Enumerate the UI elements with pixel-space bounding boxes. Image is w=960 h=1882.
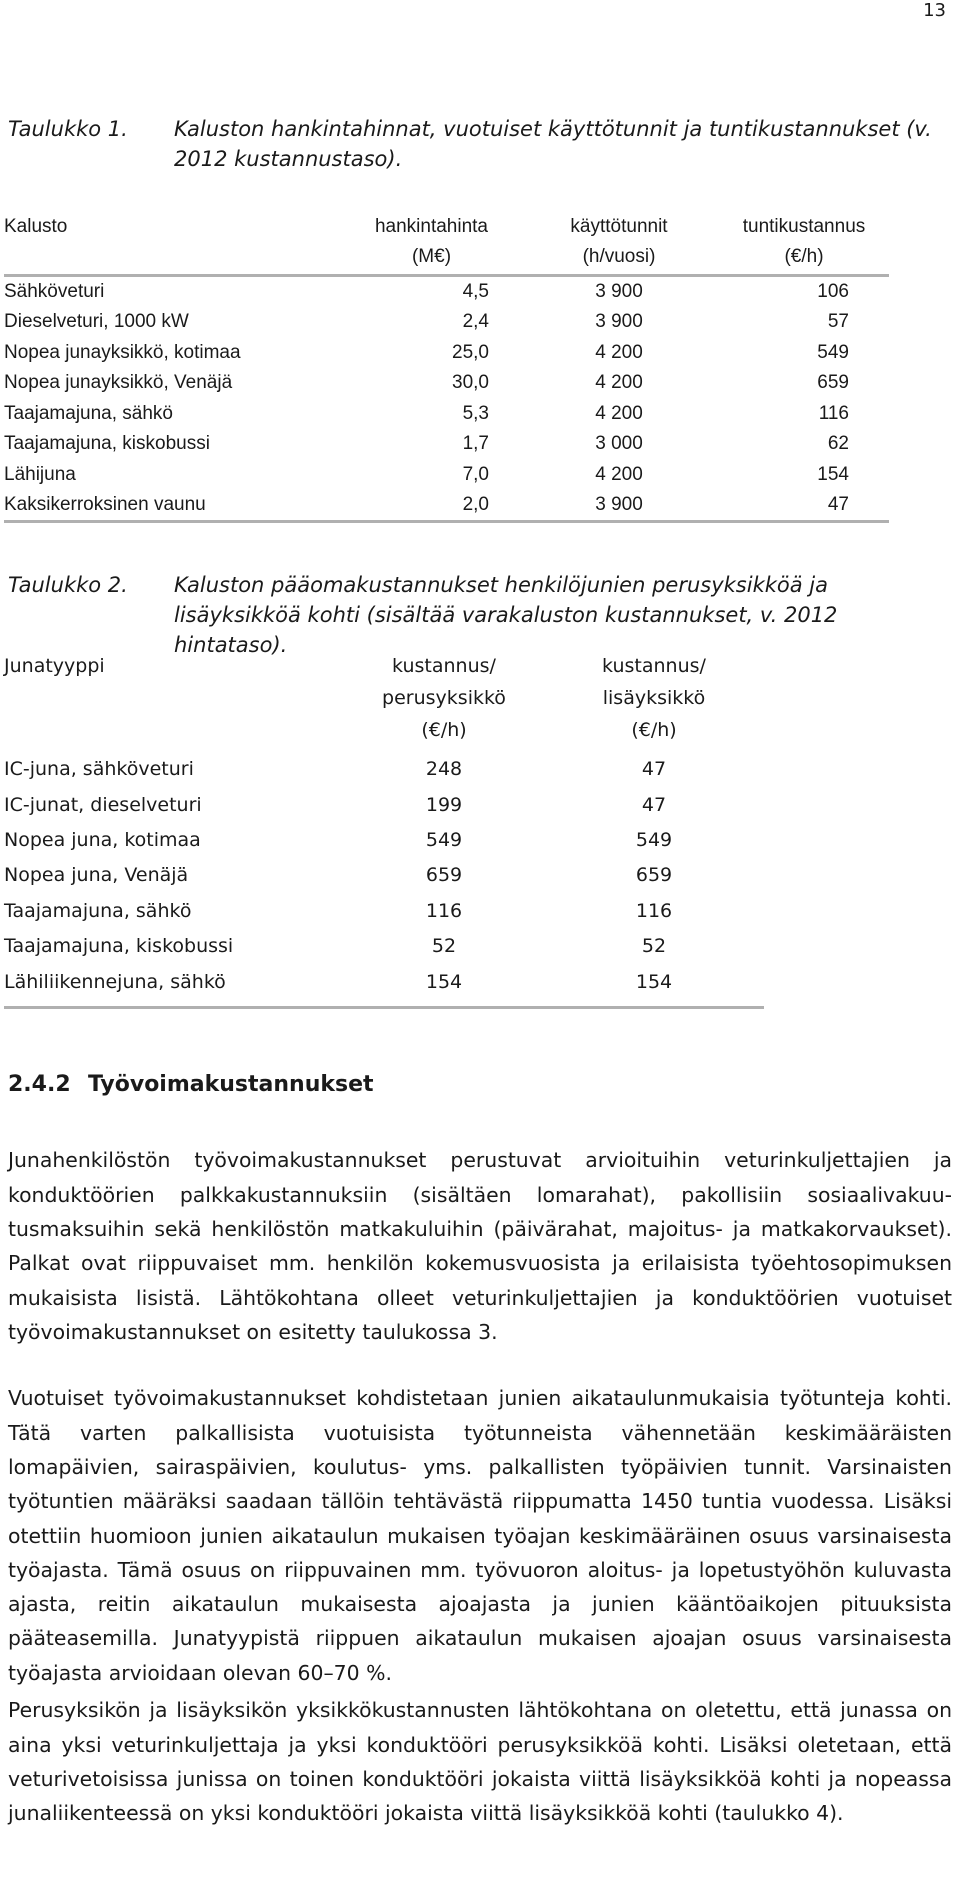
table1-cell-name: Dieselveturi, 1000 kW: [4, 311, 189, 333]
table1-cell-hourly: 57: [827, 311, 849, 333]
table2-caption-number: Taulukko 2.: [8, 573, 128, 597]
page-number: 13: [923, 0, 946, 21]
table1-header-hours-label: käyttötunnit: [570, 216, 668, 237]
table1-header-hourly-label: tuntikustannus: [742, 216, 866, 237]
table1-cell-hours: 3 900: [595, 494, 643, 515]
table-row: [4, 429, 889, 460]
table1-cell-price: 7,0: [462, 463, 489, 485]
table1-cell-name: Lähijuna: [4, 463, 76, 485]
table1-cell-hours: 4 200: [595, 341, 643, 363]
table2-cell-extra: 116: [635, 899, 673, 922]
table2-header-base-line2: perusyksikkö: [382, 687, 506, 709]
table1-cell-price: 2,0: [462, 494, 489, 515]
table1-caption-text: Kaluston hankintahinnat, vuotuiset käyttötunnit ja tuntikustannukset (v. 2012 kustannustaso).: [174, 117, 932, 171]
table-row: [4, 858, 764, 893]
table2-cell-base: 248: [425, 758, 463, 781]
table1: [4, 212, 889, 523]
table1-header-price-unit: (M€): [411, 246, 452, 267]
table1-header-hours: [519, 212, 719, 276]
table1-cell-name: Taajamajuna, kiskobussi: [4, 433, 210, 455]
table-row: [4, 752, 764, 787]
table1-header-hourly-unit: (€/h): [784, 246, 824, 267]
table1-cell-hourly: 47: [827, 494, 849, 515]
table-row: [4, 368, 889, 399]
table2-cell-name: Taajamajuna, sähkö: [4, 899, 192, 922]
body-paragraph: Vuotuiset työvoimakustannukset kohdistetaan junien aikataulunmukaisia työtunteja kohti. Tätä varten palkallisista vuotuisista työtunneista vähennetään keskimääräisten lomapäivien, sairaspäivien, koulutus- yms. palkallisten työpäivien tunnit. Varsinaisten työtuntien määräksi saadaan tällöin tehtävästä riippumatta 1450 tuntia vuodessa. Lisäksi otettiin huomioon junien aikataulun mukaisen työajan keskimääräinen osuus varsinaisesta työajasta. Tämä osuus on riippuvainen mm. työvuoron aloitus- ja lopetustyöhön kuluvasta ajasta, reitin aikataulun mukaisesta ajoajasta ja junien kääntöaikojen pituuksista pääteasemilla. Junatyypistä riippuen aikataulun mukaisen ajoajan osuus varsinaisesta työajasta arvioidaan olevan 60–70 %.: [8, 1386, 952, 1685]
table1-cell-hourly: 116: [818, 402, 849, 424]
table1-cell-price: 4,5: [462, 281, 489, 302]
table-row: [4, 787, 764, 822]
table-row: [4, 964, 764, 1007]
body-paragraph: Perusyksikön ja lisäyksikön yksikkökustannusten lähtökohtana on oletettu, että junassa on aina yksi veturinkuljettaja ja yksi konduktööri perusyksikköä kohti. Lisäksi oletetaan, että veturivetoisissa junissa on toinen konduktööri jokaista viittä lisäyksikköä kohti ja nopeassa junaliikenteessä on yksi konduktööri jokaista viittä lisäyksikköä kohti (taulukko 4).: [8, 1698, 952, 1826]
table1-header-hourly: [719, 212, 889, 276]
table-row: [4, 307, 889, 338]
table2-cell-base: 116: [425, 899, 463, 922]
table2-caption-text: Kaluston pääomakustannukset henkilöjunien perusyksikköä ja lisäyksikköä kohti (sisältää varakaluston kustannukset, v. 2012 hintataso).: [174, 573, 838, 657]
table2-cell-name: Lähiliikennejuna, sähkö: [4, 964, 344, 1007]
table2-cell-base: 52: [431, 935, 457, 958]
table1-cell-hourly: 154: [817, 463, 849, 485]
table1-cell-hourly: 106: [817, 281, 849, 302]
table2-header-row: [4, 650, 764, 752]
table2-cell-name: IC-juna, sähköveturi: [4, 758, 194, 781]
table2-header-extra-line2: lisäyksikkö: [602, 687, 706, 709]
table1-cell-price: 25,0: [452, 341, 489, 363]
table2-header-base-line1: kustannus/: [392, 655, 496, 677]
table2-cell-base: 154: [344, 964, 544, 1007]
body-paragraph: Junahenkilöstön työvoimakustannukset perustuvat arvioituihin veturinkuljettajien ja konduktöörien palkkakustannuksiin (sisältäen lomarahat), pakollisiin sosiaalivakuutusmaksuihin sekä henkilöstön matkakuluihin (päivärahat, majoitus- ja matkakorvaukset). Palkat ovat riippuvaiset mm. henkilön kokemusvuosista ja erilaisista työehtosopimuksen mukaisista lisistä. Lähtökohtana olleet veturinkuljettajien ja konduktöörien vuotuiset työvoimakustannukset on esitetty taulukossa 3.: [8, 1148, 952, 1344]
table1-cell-hours: 3 000: [595, 433, 643, 455]
table1-cell-name: Sähköveturi: [4, 281, 105, 302]
table1-header-kalusto: Kalusto: [4, 216, 68, 237]
table1-cell-hourly: 659: [817, 372, 849, 394]
table1-cell-price: 1,7: [462, 433, 489, 455]
table1-header-row: [4, 212, 889, 276]
table-row: [4, 894, 764, 929]
table2-cell-name: Taajamajuna, kiskobussi: [4, 935, 234, 958]
table1-cell-price: 2,4: [462, 311, 489, 333]
table1-cell-hours: 3 900: [595, 311, 643, 333]
table-row: [4, 823, 764, 858]
table1-cell-name: Nopea junayksikkö, kotimaa: [4, 341, 241, 363]
table1-header-price-label: hankintahinta: [374, 216, 489, 237]
section-heading: [8, 1070, 374, 1100]
table2-header-base-unit: (€/h): [421, 719, 467, 741]
table1-cell-hourly: 62: [827, 433, 849, 455]
table2-header-extra-unit: (€/h): [631, 719, 677, 741]
table2-cell-extra: 47: [641, 758, 667, 781]
table2-cell-extra: 549: [635, 828, 673, 851]
table-row: [4, 460, 889, 491]
table1-cell-hours: 4 200: [595, 372, 643, 394]
table2: [4, 650, 764, 1009]
table2-cell-base: 549: [425, 828, 463, 851]
table1-cell-price: 5,3: [462, 402, 489, 424]
table-row: [4, 338, 889, 369]
table1-header-price: [344, 212, 519, 276]
table2-header-extra-line1: kustannus/: [602, 655, 706, 677]
table2-cell-extra: 52: [641, 935, 667, 958]
section-title: Työvoimakustannukset: [88, 1072, 374, 1097]
table2-cell-name: Nopea juna, kotimaa: [4, 828, 201, 851]
table1-cell-hourly: 549: [817, 341, 849, 363]
table1-cell-name: Taajamajuna, sähkö: [4, 402, 173, 424]
table2-cell-extra: 47: [641, 793, 667, 816]
table2-cell-base: 199: [425, 793, 463, 816]
table1-header-hours-unit: (h/vuosi): [582, 246, 656, 267]
table2-header-base: [344, 650, 544, 752]
table1-caption: [8, 114, 948, 174]
table2-cell-extra: 659: [635, 864, 673, 887]
table2-cell-extra: 154: [544, 964, 764, 1007]
table-row: [4, 929, 764, 964]
table-row: [4, 276, 889, 308]
table2-header-extra: [544, 650, 764, 752]
table2-caption: [8, 570, 948, 660]
section-number: 2.4.2: [8, 1072, 71, 1097]
table2-cell-base: 659: [425, 864, 463, 887]
table2-cell-name: Nopea juna, Venäjä: [4, 864, 189, 887]
table1-cell-hours: 4 200: [595, 402, 643, 424]
table1-cell-hours: 4 200: [595, 463, 643, 485]
table1-caption-number: Taulukko 1.: [8, 117, 128, 141]
table1-cell-name: Kaksikerroksinen vaunu: [4, 494, 206, 515]
table2-header-junatyyppi: Junatyyppi: [4, 655, 105, 677]
table-row: [4, 490, 889, 522]
table-row: [4, 399, 889, 430]
table2-cell-name: IC-junat, dieselveturi: [4, 793, 202, 816]
table1-cell-price: 30,0: [452, 372, 489, 394]
table1-cell-name: Nopea junayksikkö, Venäjä: [4, 372, 233, 394]
table1-cell-hours: 3 900: [595, 281, 643, 302]
